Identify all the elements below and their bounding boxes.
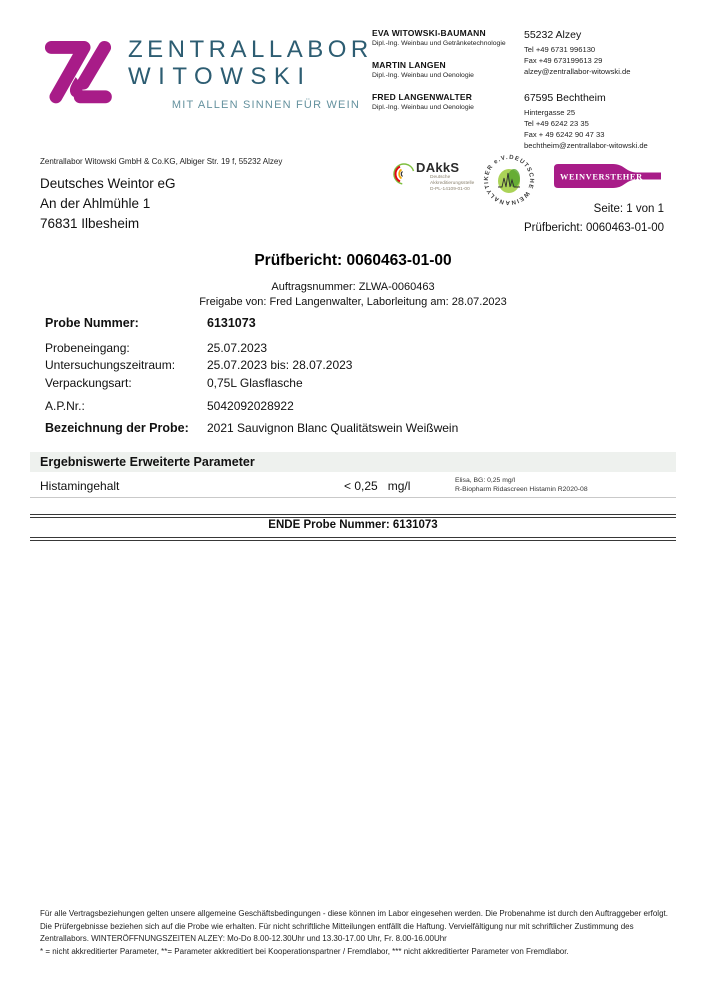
sample-field-row [45,399,294,413]
sample-number-row [45,316,256,330]
dakks-text [416,160,474,193]
weinversteher-bottle-badge [553,161,661,191]
staff-title: Dipl.-Ing. Weinbau und Getränketechnologie [372,40,506,47]
designation-label: Bezeichnung der Probe: [45,421,189,435]
result-measurement: < 0,25 [344,479,378,493]
dakks-sub-line: Deutsche [430,175,451,180]
field-label: Verpackungsart: [45,376,132,390]
footer-legend-text: * = nicht akkreditierter Parameter, **= Parameter akkreditiert bei Kooperationspartner / Fremdlabor, *** nicht akkreditierter Parameter von Fremdlabor. [40,946,569,956]
location-email: bechtheim@zentrallabor-witowski.de [524,141,648,150]
location-bechtheim [524,91,694,151]
staff-entry [372,92,522,112]
report-subhead [0,280,706,309]
brand-name-line1: ZENTRALLABOR [128,36,373,63]
dakks-sub-line: D-PL-14109-01-00 [430,187,470,192]
release-line: Freigabe von: Fred Langenwalter, Laborleitung am: 28.07.2023 [199,295,507,308]
footer-terms [40,908,670,958]
field-value: 5042092028922 [207,399,294,413]
field-label: Untersuchungszeitraum: [45,358,176,372]
location-city: 67595 Bechtheim [524,92,606,104]
report-title: Prüfbericht: 0060463-01-00 [254,252,452,269]
staff-name: FRED LANGENWALTER [372,92,473,102]
location-fax: Fax +49 673199613 29 [524,56,603,65]
report-number: Prüfbericht: 0060463-01-00 [523,222,664,234]
staff-name: MARTIN LANGEN [372,60,446,70]
end-of-sample-line: ENDE Probe Nummer: 6131073 [268,519,438,531]
brand-name-line2: WITOWSKI [128,63,312,90]
field-value: 0,75L Glasflasche [207,376,303,390]
results-section-title: Ergebniswerte Erweiterte Parameter [40,455,255,469]
brand-tagline: MIT ALLEN SINNEN FÜR WEIN [171,99,360,111]
zl-logo-icon [40,33,116,109]
location-phone: Tel +49 6242 23 35 [524,119,589,128]
sender-return-address: Zentrallabor Witowski GmbH & Co.KG, Albiger Str. 19 f, 55232 Alzey [40,157,283,166]
double-rule-bottom [30,537,676,541]
sample-designation-row [45,421,458,435]
dakks-label: DAkkS [416,160,460,175]
location-city: 55232 Alzey [524,29,582,41]
staff-list [372,28,522,124]
recipient-name: Deutsches Weintor eG [40,176,176,191]
location-fax: Fax + 49 6242 90 47 33 [524,130,605,139]
field-value: 25.07.2023 bis: 28.07.2023 [207,358,353,372]
sample-field-row [45,376,303,390]
footer-terms-text: Für alle Vertragsbeziehungen gelten unsere allgemeine Geschäftsbedingungen - diese können im Labor eingesehen werden. Die Probenahme ist durch den Auftraggeber erfolgt. Die Prüfergebnisse beziehen sich auf die Probe wie erhalten. Für nicht schriftliche Mitteilungen entfällt die Haftung. Vervielfältigung nur mit schriftlicher Zustimmung des Zentrallabors. WINTERÖFFNUNGSZEITEN ALZEY: Mo-Do 8.00-12.30Uhr und 13.30-17.00 Uhr, Fr. 8.00-16.00Uhr [40,909,668,944]
staff-name: EVA WITOWSKI-BAUMANN [372,28,486,38]
method-line: Elisa, BG: 0,25 mg/l [455,477,516,484]
location-phone: Tel +49 6731 996130 [524,45,596,54]
results-section-header [30,452,676,472]
divider-line [30,497,676,498]
staff-entry [372,28,522,48]
recipient-city: 76831 Ilbesheim [40,216,140,231]
order-number: Auftragsnummer: ZLWA-0060463 [271,281,435,293]
designation-value: 2021 Sauvignon Blanc Qualitätswein Weißwein [207,421,459,435]
dakks-subtext [430,175,474,193]
staff-title: Dipl.-Ing. Weinbau und Oenologie [372,104,474,111]
result-unit: mg/l [387,479,411,493]
result-value [344,479,410,493]
recipient-street: An der Ahlmühle 1 [40,196,151,211]
field-label: Probeneingang: [45,341,130,355]
dakks-accreditation-badge [392,160,474,193]
sample-field-row [45,358,352,372]
locations-list [524,28,694,165]
brand-wordmark [128,36,373,111]
stamp-ring-text: DEUTSCHE WEINANALYTIKER e.V. [483,154,535,206]
recipient-address [40,174,176,234]
dakks-sub-line: Akkreditierungsstelle [430,181,475,186]
location-street: Hintergasse 25 [524,108,576,117]
field-label: A.P.Nr.: [45,399,85,413]
double-rule-top [30,514,676,518]
field-value: 25.07.2023 [207,341,268,355]
location-email: alzey@zentrallabor-witowski.de [524,67,631,76]
page-number: Seite: 1 von 1 [593,203,664,215]
weinversteher-label: WEINVERSTEHER [560,172,643,182]
result-method [455,476,588,494]
sample-number-value: 6131073 [207,316,256,330]
page-info [524,200,664,238]
staff-entry [372,60,522,80]
result-parameter: Histamingehalt [40,479,120,493]
sample-number-label: Probe Nummer: [45,316,139,330]
sample-field-row [45,341,267,355]
dakks-arcs-icon [392,162,416,186]
method-line: R-Biopharm Ridascreen Histamin R2020-08 [455,486,588,493]
location-alzey [524,28,694,77]
staff-title: Dipl.-Ing. Weinbau und Oenologie [372,72,474,79]
